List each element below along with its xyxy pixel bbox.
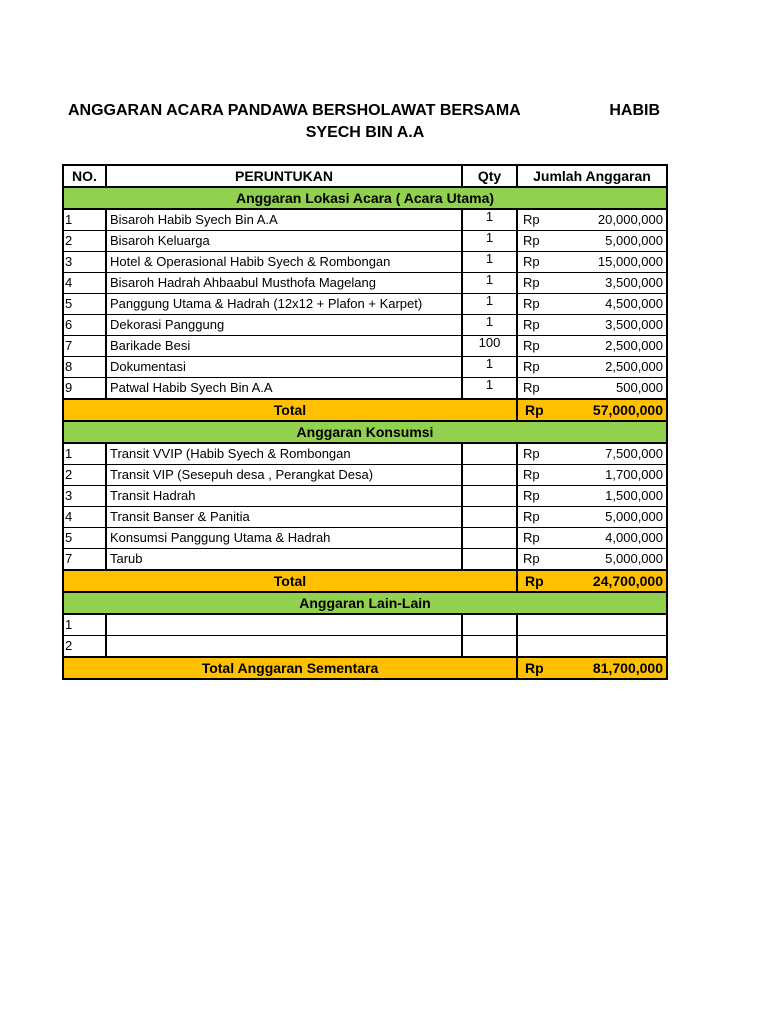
item-qty: 1 [462, 273, 517, 294]
item-description: Transit Banser & Panitia [106, 507, 462, 528]
item-number: 1 [63, 209, 106, 231]
table-row [63, 273, 667, 294]
item-currency: Rp [523, 275, 540, 290]
item-amount-cell [517, 528, 667, 549]
item-amount: 1,500,000 [605, 488, 663, 503]
item-amount-cell [517, 273, 667, 294]
item-number: 3 [63, 252, 106, 273]
item-currency: Rp [523, 254, 540, 269]
header-no: NO. [63, 165, 106, 187]
total-amount-cell [517, 657, 667, 679]
total-label: Total Anggaran Sementara [63, 657, 517, 679]
total-row [63, 399, 667, 421]
total-currency: Rp [525, 573, 544, 589]
total-amount: 81,700,000 [592, 660, 663, 676]
item-currency: Rp [523, 509, 540, 524]
item-number: 2 [63, 231, 106, 252]
item-number: 5 [63, 528, 106, 549]
item-amount: 4,000,000 [605, 530, 663, 545]
item-qty [462, 465, 517, 486]
item-qty: 1 [462, 231, 517, 252]
item-amount: 3,500,000 [605, 317, 663, 332]
item-amount-cell [517, 357, 667, 378]
item-description: Dekorasi Panggung [106, 315, 462, 336]
section-heading-row [63, 592, 667, 614]
total-label: Total [63, 399, 517, 421]
item-description: Bisaroh Hadrah Ahbaabul Musthofa Magelang [106, 273, 462, 294]
item-amount-cell [517, 336, 667, 357]
header-qty: Qty [462, 165, 517, 187]
total-amount: 24,700,000 [592, 573, 663, 589]
item-amount-cell [517, 443, 667, 465]
table-row [63, 486, 667, 507]
item-description: Transit VIP (Sesepuh desa , Perangkat Desa) [106, 465, 462, 486]
item-description: Konsumsi Panggung Utama & Hadrah [106, 528, 462, 549]
section-heading: Anggaran Konsumsi [63, 421, 667, 443]
item-description: Panggung Utama & Hadrah (12x12 + Plafon + Karpet) [106, 294, 462, 315]
table-body [63, 187, 667, 679]
item-amount-cell [517, 209, 667, 231]
item-currency: Rp [523, 212, 540, 227]
item-amount-cell [517, 252, 667, 273]
item-number: 4 [63, 273, 106, 294]
title-line1: ANGGARAN ACARA PANDAWA BERSHOLAWAT BERSAMA [68, 102, 521, 119]
item-amount-cell [517, 614, 667, 636]
item-amount-cell [517, 636, 667, 658]
table-row [63, 614, 667, 636]
title-line1-right: HABIB [609, 102, 660, 119]
item-currency: Rp [523, 530, 540, 545]
item-currency: Rp [523, 338, 540, 353]
item-description: Transit Hadrah [106, 486, 462, 507]
total-row [63, 570, 667, 592]
item-amount: 3,500,000 [605, 275, 663, 290]
table-row [63, 252, 667, 273]
item-amount-cell [517, 378, 667, 400]
item-description: Tarub [106, 549, 462, 571]
header-jumlah: Jumlah Anggaran [517, 165, 667, 187]
table-row [63, 507, 667, 528]
title-line2: SYECH BIN A.A [305, 124, 425, 141]
total-amount-cell [517, 570, 667, 592]
item-qty [462, 549, 517, 571]
item-number: 2 [63, 465, 106, 486]
item-qty [462, 507, 517, 528]
total-row [63, 657, 667, 679]
item-number: 5 [63, 294, 106, 315]
item-qty [462, 528, 517, 549]
item-qty [462, 486, 517, 507]
item-number: 9 [63, 378, 106, 400]
item-number: 2 [63, 636, 106, 658]
item-number: 6 [63, 315, 106, 336]
item-amount: 500,000 [616, 380, 663, 395]
item-description: Transit VVIP (Habib Syech & Rombongan [106, 443, 462, 465]
total-label: Total [63, 570, 517, 592]
item-amount-cell [517, 465, 667, 486]
item-currency: Rp [523, 551, 540, 566]
item-currency: Rp [523, 380, 540, 395]
item-amount-cell [517, 486, 667, 507]
table-row [63, 465, 667, 486]
item-qty [462, 614, 517, 636]
item-qty: 1 [462, 252, 517, 273]
item-description: Hotel & Operasional Habib Syech & Rombongan [106, 252, 462, 273]
table-row [63, 294, 667, 315]
item-amount: 1,700,000 [605, 467, 663, 482]
item-amount: 7,500,000 [605, 446, 663, 461]
item-amount: 15,000,000 [597, 254, 663, 269]
item-amount: 4,500,000 [605, 296, 663, 311]
item-amount: 2,500,000 [605, 338, 663, 353]
header-row [63, 165, 667, 187]
section-heading: Anggaran Lain-Lain [63, 592, 667, 614]
table-row [63, 315, 667, 336]
item-currency: Rp [523, 359, 540, 374]
table-row [63, 528, 667, 549]
table-row [63, 636, 667, 658]
item-description: Bisaroh Habib Syech Bin A.A [106, 209, 462, 231]
item-qty: 1 [462, 294, 517, 315]
total-amount-cell [517, 399, 667, 421]
table-row [63, 336, 667, 357]
item-description [106, 636, 462, 658]
item-amount-cell [517, 315, 667, 336]
item-description: Bisaroh Keluarga [106, 231, 462, 252]
item-qty: 1 [462, 209, 517, 231]
item-amount-cell [517, 549, 667, 571]
item-amount: 5,000,000 [605, 509, 663, 524]
budget-table [62, 164, 668, 680]
table-row [63, 549, 667, 571]
item-qty [462, 636, 517, 658]
item-number: 7 [63, 549, 106, 571]
item-number: 8 [63, 357, 106, 378]
section-heading: Anggaran Lokasi Acara ( Acara Utama) [63, 187, 667, 209]
section-heading-row [63, 187, 667, 209]
total-amount: 57,000,000 [592, 402, 663, 418]
document-title [60, 100, 670, 144]
item-amount-cell [517, 507, 667, 528]
item-qty [462, 443, 517, 465]
item-currency: Rp [523, 296, 540, 311]
item-description [106, 614, 462, 636]
item-qty: 100 [462, 336, 517, 357]
item-qty: 1 [462, 378, 517, 400]
header-peruntukan: PERUNTUKAN [106, 165, 462, 187]
item-currency: Rp [523, 467, 540, 482]
item-description: Dokumentasi [106, 357, 462, 378]
table-row [63, 357, 667, 378]
item-number: 7 [63, 336, 106, 357]
item-currency: Rp [523, 488, 540, 503]
table-row [63, 209, 667, 231]
item-description: Barikade Besi [106, 336, 462, 357]
item-currency: Rp [523, 233, 540, 248]
item-description: Patwal Habib Syech Bin A.A [106, 378, 462, 400]
table-row [63, 443, 667, 465]
item-number: 4 [63, 507, 106, 528]
item-currency: Rp [523, 446, 540, 461]
item-amount: 2,500,000 [605, 359, 663, 374]
item-number: 1 [63, 614, 106, 636]
item-amount: 5,000,000 [605, 233, 663, 248]
item-amount-cell [517, 231, 667, 252]
item-qty: 1 [462, 357, 517, 378]
item-number: 1 [63, 443, 106, 465]
item-currency: Rp [523, 317, 540, 332]
section-heading-row [63, 421, 667, 443]
item-amount-cell [517, 294, 667, 315]
total-currency: Rp [525, 660, 544, 676]
item-number: 3 [63, 486, 106, 507]
total-currency: Rp [525, 402, 544, 418]
table-row [63, 378, 667, 400]
item-qty: 1 [462, 315, 517, 336]
item-amount: 5,000,000 [605, 551, 663, 566]
table-row [63, 231, 667, 252]
item-amount: 20,000,000 [597, 212, 663, 227]
